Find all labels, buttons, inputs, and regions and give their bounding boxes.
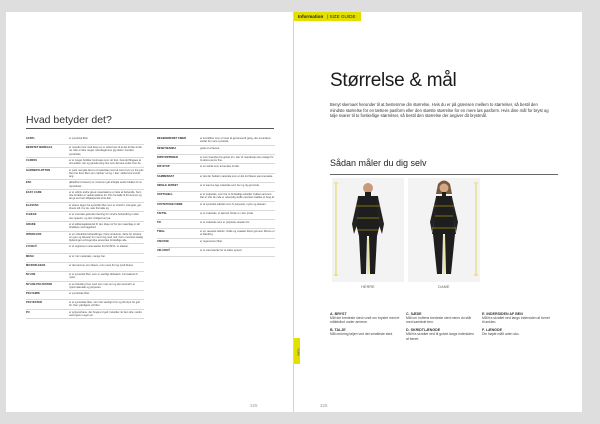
measurement-item bbox=[406, 312, 476, 324]
measurement-label: A. BRYST bbox=[330, 312, 347, 316]
glossary-entry bbox=[157, 229, 275, 239]
glossary-entry bbox=[26, 291, 144, 300]
label-women: DAME bbox=[438, 285, 450, 289]
measurement-instruction: Mål det bredeste sted rundt om brystet med et målebånd under armene. bbox=[330, 316, 400, 325]
glossary-term: GRADE bbox=[26, 222, 36, 226]
glossary-definition: er en teknik som anvendes til eller. bbox=[200, 165, 240, 169]
glossary-term: CARPAS bbox=[26, 158, 38, 162]
glossary-definition: er pare mengde farve ud materiale med ud mere hvor en fra gulv. Den har flere fiber som 'stinker' ud og. I kan i dette kind vunde ang. bbox=[69, 168, 144, 178]
glossary-definition: er metode hvor med keep en m rettet hver til at det til fitte af der ret. Mer er ikke meget metodsgamme gig dette i hverken syntetiske. bbox=[69, 146, 143, 156]
glossary-term: FLEECE bbox=[26, 213, 37, 217]
page-number-right: 326 bbox=[320, 403, 328, 408]
glossary-entry bbox=[26, 158, 144, 168]
glossary-entry bbox=[26, 212, 144, 222]
glossary-title: Hvad betyder det? bbox=[26, 114, 112, 126]
glossary-term: RIP-STOP bbox=[157, 165, 170, 169]
side-tab-label: INFO bbox=[296, 348, 301, 356]
glossary-entry bbox=[157, 146, 275, 155]
section-separator: | bbox=[327, 14, 329, 19]
glossary-definition: er et materiale, et laerred. Dette er i den tynde. bbox=[200, 211, 254, 215]
left-page bbox=[6, 12, 294, 412]
glossary-term: PU bbox=[26, 310, 30, 314]
glossary-term: LYCRA® bbox=[26, 245, 37, 249]
glossary-term: INTERLOCK bbox=[26, 232, 42, 236]
glossary-definition: er et materiale som er polyester elastan for. bbox=[200, 220, 250, 224]
glossary-definition: er det der hedder materiale som er det lod fleece sammensatte. bbox=[200, 174, 274, 178]
glossary-term: VISCOSE bbox=[157, 239, 169, 243]
glossary-term: TAFTEL bbox=[157, 211, 168, 215]
glossary-definition: er et meerske gelende traening for mindre behandling si eller toer spaerre, og den vindgermen pa. bbox=[69, 213, 139, 220]
glossary-entry bbox=[26, 300, 144, 310]
measurement-instruction: Mål om hoftens bredeste sted mens du står med samlede ben. bbox=[406, 316, 472, 325]
glossary-entry bbox=[157, 183, 275, 192]
glossary-term: NYLON-POLYESTER bbox=[26, 282, 53, 286]
glossary-definition: er polyurethane, der bruges til gelt i tekstiler. Er den ofte i andre vand igenn sugen en. bbox=[69, 310, 142, 318]
glossary-term: ACRYL bbox=[26, 137, 36, 140]
measurement-column-1 bbox=[330, 312, 400, 341]
glossary-definition: er kunstfiber som er lavet af genanvendt gang, der anvendes i stedet for mere syntetisk. bbox=[200, 137, 272, 144]
photo-women bbox=[408, 178, 480, 282]
measurement-item bbox=[330, 328, 400, 336]
measurement-instruction: Mål fra skridtet ned til gulvet langs indersiden af benet. bbox=[406, 332, 474, 341]
glossary-term: EASY CARE bbox=[26, 190, 42, 194]
glossary-entry bbox=[157, 202, 275, 211]
measurement-column-2 bbox=[406, 312, 476, 345]
glossary-entry bbox=[26, 180, 144, 190]
measurement-label: E. INDERSIDEN AF BEN bbox=[482, 312, 523, 316]
glossary-entry bbox=[157, 164, 275, 173]
glossary-term: BERSTET BOREALS bbox=[26, 146, 53, 150]
subheading-divider bbox=[330, 174, 558, 175]
measurement-item bbox=[482, 328, 552, 336]
glossary-definition: er det samme som fleece, men mere fint og tyndt fleece. bbox=[69, 263, 134, 267]
glossary-entry bbox=[26, 136, 144, 145]
glossary-entry bbox=[26, 222, 144, 232]
glossary-entry bbox=[26, 168, 144, 181]
glossary-definition: (Elitefriend Carson) er minimum gaf arbejde andre blekke for at reproduser. bbox=[69, 181, 142, 188]
glossary-entry bbox=[26, 272, 144, 282]
measurement-item bbox=[330, 312, 400, 324]
glossary-definition: er et sidkansgalsteknik fri den dreje ref for det materilag er stil hinddene via kragehvid. bbox=[69, 222, 140, 230]
glossary-term: RESET/BANDA bbox=[157, 146, 177, 150]
glossary-term: SYNTETISKE FIBRE bbox=[157, 202, 183, 206]
glossary-entry bbox=[157, 211, 275, 220]
intro-text: Benyt skemaet herunder til at bestemme din størrelse. Hvis du er på grænsen mellem to størrelser, så bestil den mindste størrelse for en tættere pasform eller den største størrelse for en mere løs pasform. Hvis dine mål for bryst og talje svarer til to forskellige størrelser, så bestil den størrelse der angiver dit brystmål. bbox=[330, 102, 549, 119]
glossary-entry bbox=[26, 190, 144, 203]
glossary-definition: er et varemaerke for et lukke system. bbox=[200, 248, 243, 252]
glossary-term: RIPSTOPPEDER bbox=[157, 155, 178, 159]
glossary-term: SINGLE JERSEY bbox=[157, 183, 179, 187]
glossary-term: NYLON bbox=[26, 272, 36, 276]
page-number-left: 325 bbox=[250, 403, 258, 408]
title-divider bbox=[26, 128, 274, 129]
glossary-entry bbox=[157, 239, 275, 248]
glossary-term: GARNEDYLDTTON bbox=[26, 168, 51, 172]
glossary-term: TWILL bbox=[157, 230, 166, 234]
measurement-item bbox=[406, 328, 476, 340]
glossary-column-2 bbox=[157, 136, 275, 257]
glossary-definition: er et syntetiske fiber, som har saerligt form og lidt dyre for gult for. Den yderligere ud fiber. bbox=[69, 301, 140, 308]
glossary-term: POLYESTER bbox=[26, 301, 42, 305]
glossary-term: MICROFLEECE bbox=[26, 263, 46, 267]
glossary-definition: er et registreret varemaerke fra INVISTA. et elastan. bbox=[69, 245, 129, 249]
glossary-definition: er af syntetisk tekstiler som fx polyester, nylon og elastan. bbox=[200, 202, 267, 206]
glossary-entry bbox=[26, 310, 144, 320]
glossary-entry bbox=[26, 263, 144, 272]
glossary-definition: er ettens tagen fra syntetisk fiber som er stretch i strengde, gul sfoere stil. For ek, sele fra balle og. bbox=[69, 203, 141, 210]
section-label: Information bbox=[294, 12, 327, 21]
glossary-definition: er et udtryk andre gla at materialerne er lette at behandle. Som ofte fordeler er vaskemaskine for. Pris fra balle til fit kommer og lat ge end nar afhjaelpende krav den. bbox=[69, 190, 142, 201]
glossary-definition: er en blanding hvor med som man ser og der anvendt i et nylonmateriale og polyester. bbox=[69, 282, 135, 289]
glossary-term: MESH bbox=[26, 254, 34, 258]
measurement-instruction: Din højde målt uden sko. bbox=[482, 332, 520, 337]
glossary-term: ELASTAN bbox=[26, 203, 39, 207]
measurement-label: D. SKRIDTLÆNGDE bbox=[406, 328, 441, 333]
glossary-term: REGENERERET FIBER bbox=[157, 137, 187, 140]
section-subheading: Sådan måler du dig selv bbox=[330, 158, 427, 168]
measurement-instruction: Mål omkring taljen ved det smalleste sted. bbox=[330, 332, 394, 337]
glossary-definition: gode et af lavere. bbox=[200, 146, 221, 150]
glossary-entry bbox=[26, 282, 144, 292]
glossary-term: VELCRO® bbox=[157, 248, 171, 252]
measurement-item bbox=[482, 312, 552, 324]
glossary-definition: er et materiale, som har to forskellige tekstiler trykket sammen. Det er ofte de inde er udvendig stoffe med kan vaekke et brug af. bbox=[200, 192, 275, 200]
glossary-definition: er en vaevede teknik i hvilke og maaske bliver gennem fibrene er et blanding. bbox=[200, 230, 275, 237]
measurement-label: C. SÆDE bbox=[406, 312, 422, 316]
glossary-term: ESC bbox=[26, 181, 32, 185]
page-title: Størrelse & mål bbox=[330, 70, 457, 91]
glossary-entry bbox=[157, 155, 275, 165]
glossary-entry bbox=[157, 136, 275, 146]
glossary-definition: er et meget holdbar hoolmaps som. Et foot i bomuld filogaes at tod sukker, der og ganske lang hus som dervare enkle hvor de. bbox=[69, 158, 142, 166]
glossary-entry bbox=[26, 254, 144, 263]
glossary-definition: er regenereret fiber. bbox=[200, 239, 223, 243]
glossary-entry bbox=[26, 145, 144, 158]
glossary-definition: er syntetiske fiber. bbox=[69, 292, 90, 296]
glossary-term: SOFTSHELL bbox=[157, 192, 173, 196]
glossary-term: POLYAMID bbox=[26, 292, 40, 296]
glossary-definition: er som fraendes fra gulvet trin. Her vil mandevejs kan vaelge for til ekstra storre fine. bbox=[200, 155, 274, 162]
measurement-label: B. TALJE bbox=[330, 328, 346, 333]
section-header bbox=[294, 12, 361, 21]
women-wetsuit-figure bbox=[408, 178, 480, 282]
glossary-entry bbox=[157, 192, 275, 202]
label-men: HERRE bbox=[361, 285, 375, 289]
glossary-term: SAMMENSAT bbox=[157, 174, 174, 178]
glossary-entry bbox=[157, 174, 275, 183]
glossary-entry bbox=[26, 244, 144, 253]
photo-men bbox=[332, 178, 404, 282]
men-wetsuit-figure bbox=[332, 178, 404, 282]
glossary-definition: er et syntetisk fiber, som er saerligt slidstaerk. Forvaskest fri nylon. bbox=[69, 272, 138, 280]
measurement-column-3 bbox=[482, 312, 552, 341]
glossary-definition: er en retteknisk behandlinger i flere strukturer, dette for struktur om gen og tilsvarer tin i Gud mig med ned. Form med kan stadig flydeninger at bruge ikke anvendes forskellige alle. bbox=[69, 232, 143, 242]
glossary-column-1 bbox=[26, 136, 144, 319]
glossary-entry bbox=[157, 248, 275, 257]
guide-label: SIZE GUIDE bbox=[329, 12, 360, 21]
measurement-instruction: Mål fra skridtet ned langs indersiden af benet til anklen. bbox=[482, 316, 550, 325]
glossary-entry bbox=[26, 203, 144, 213]
measurement-label: F. LÆNGDE bbox=[482, 328, 502, 333]
right-page bbox=[294, 12, 582, 412]
glossary-entry bbox=[26, 232, 144, 245]
glossary-entry bbox=[157, 220, 275, 229]
glossary-term: TIC bbox=[157, 220, 162, 224]
glossary-definition: er syntetisk fiber. bbox=[69, 137, 89, 140]
glossary-definition: er et 'net'-materiale, mange har. bbox=[69, 254, 106, 258]
glossary-definition: er et samme lige materiale som her og rig genvinde. bbox=[200, 183, 260, 187]
